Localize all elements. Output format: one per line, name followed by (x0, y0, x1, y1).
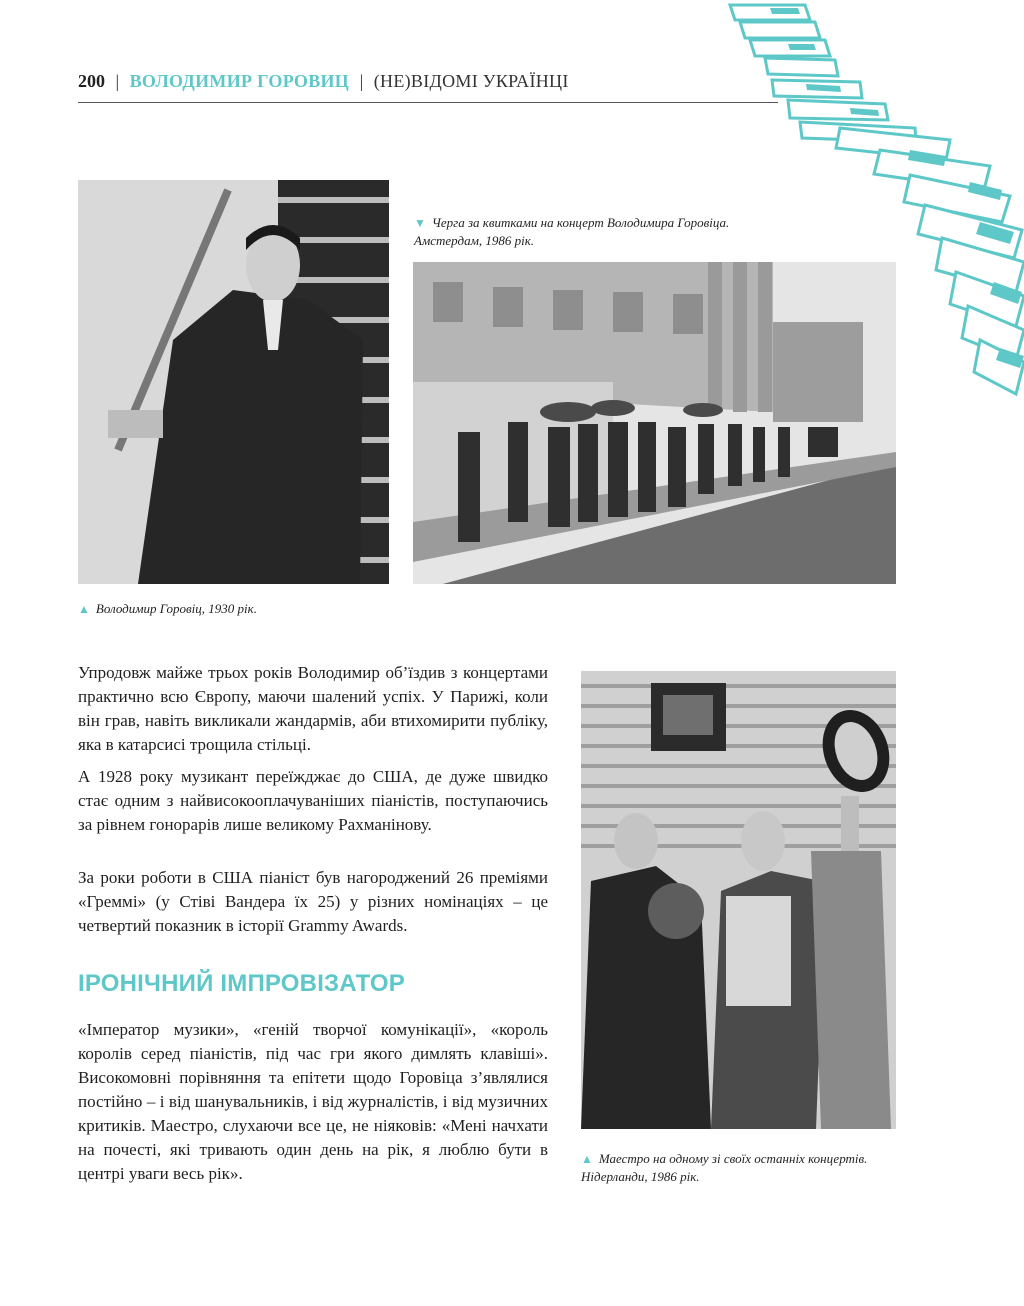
caption-marker-icon: ▲ (581, 1152, 593, 1166)
page-number: 200 (78, 71, 105, 91)
caption-marker-icon: ▼ (414, 216, 426, 230)
queue-photo (413, 262, 896, 584)
section-paragraph: «Імператор музики», «геній творчої комунікації», «король королів серед піаністів, під час гри якого димлять клавіші». Високомовні порівняння та епітети щодо Горовіца з’являлися постійно – і від шанувальників, і від журналістів, і від музичних критиків. Маестро, слухаючи все це, не ніяковів: «Мені начхати на почесті, які тривають один день на рік, я люблю бути в центрі уваги весь рік». (78, 1020, 548, 1183)
book-series-title: (НЕ)ВІДОМІ УКРАЇНЦІ (373, 71, 569, 91)
portrait-caption (78, 600, 398, 618)
maestro-caption-text: Маестро на одному зі своїх останніх концертів. Нідерланди, 1986 рік. (581, 1151, 868, 1184)
section-title: ІРОНІЧНИЙ ІМПРОВІЗАТОР (78, 970, 405, 997)
header-separator: | (359, 71, 364, 91)
header-separator: | (115, 71, 120, 91)
body-paragraph-2: А 1928 року музикант переїжджає до США, де дуже швидко стає одним з найвисокооплачуваніших піаністів, поступаючись за рівнем гонорарів лише великому Рахманінову. (78, 767, 548, 834)
body-paragraph-1: Упродовж майже трьох років Володимир об’їздив з концертами практично всю Європу, маючи шалений успіх. У Парижі, коли він грав, навіть викликали жандармів, аби втихомирити публіку, яка в катарсисі трощила стільці. (78, 663, 548, 754)
maestro-caption (581, 1150, 901, 1185)
header-rule (78, 102, 778, 103)
queue-caption (414, 214, 744, 249)
caption-marker-icon: ▲ (78, 602, 90, 616)
portrait-photo (78, 180, 389, 584)
chapter-person-name: ВОЛОДИМИР ГОРОВИЦ (129, 71, 350, 91)
queue-caption-text: Черга за квитками на концерт Володимира Горовіца. Амстердам, 1986 рік. (414, 215, 730, 248)
body-paragraph-3: За роки роботи в США піаніст був нагороджений 26 преміями «Греммі» (у Стіві Вандера їх 25) у різних номінаціях – це четвертий показник в історії Grammy Awards. (78, 868, 548, 935)
maestro-photo (581, 671, 896, 1129)
running-header (78, 68, 778, 98)
portrait-caption-text: Володимир Горовіц, 1930 рік. (95, 601, 257, 616)
